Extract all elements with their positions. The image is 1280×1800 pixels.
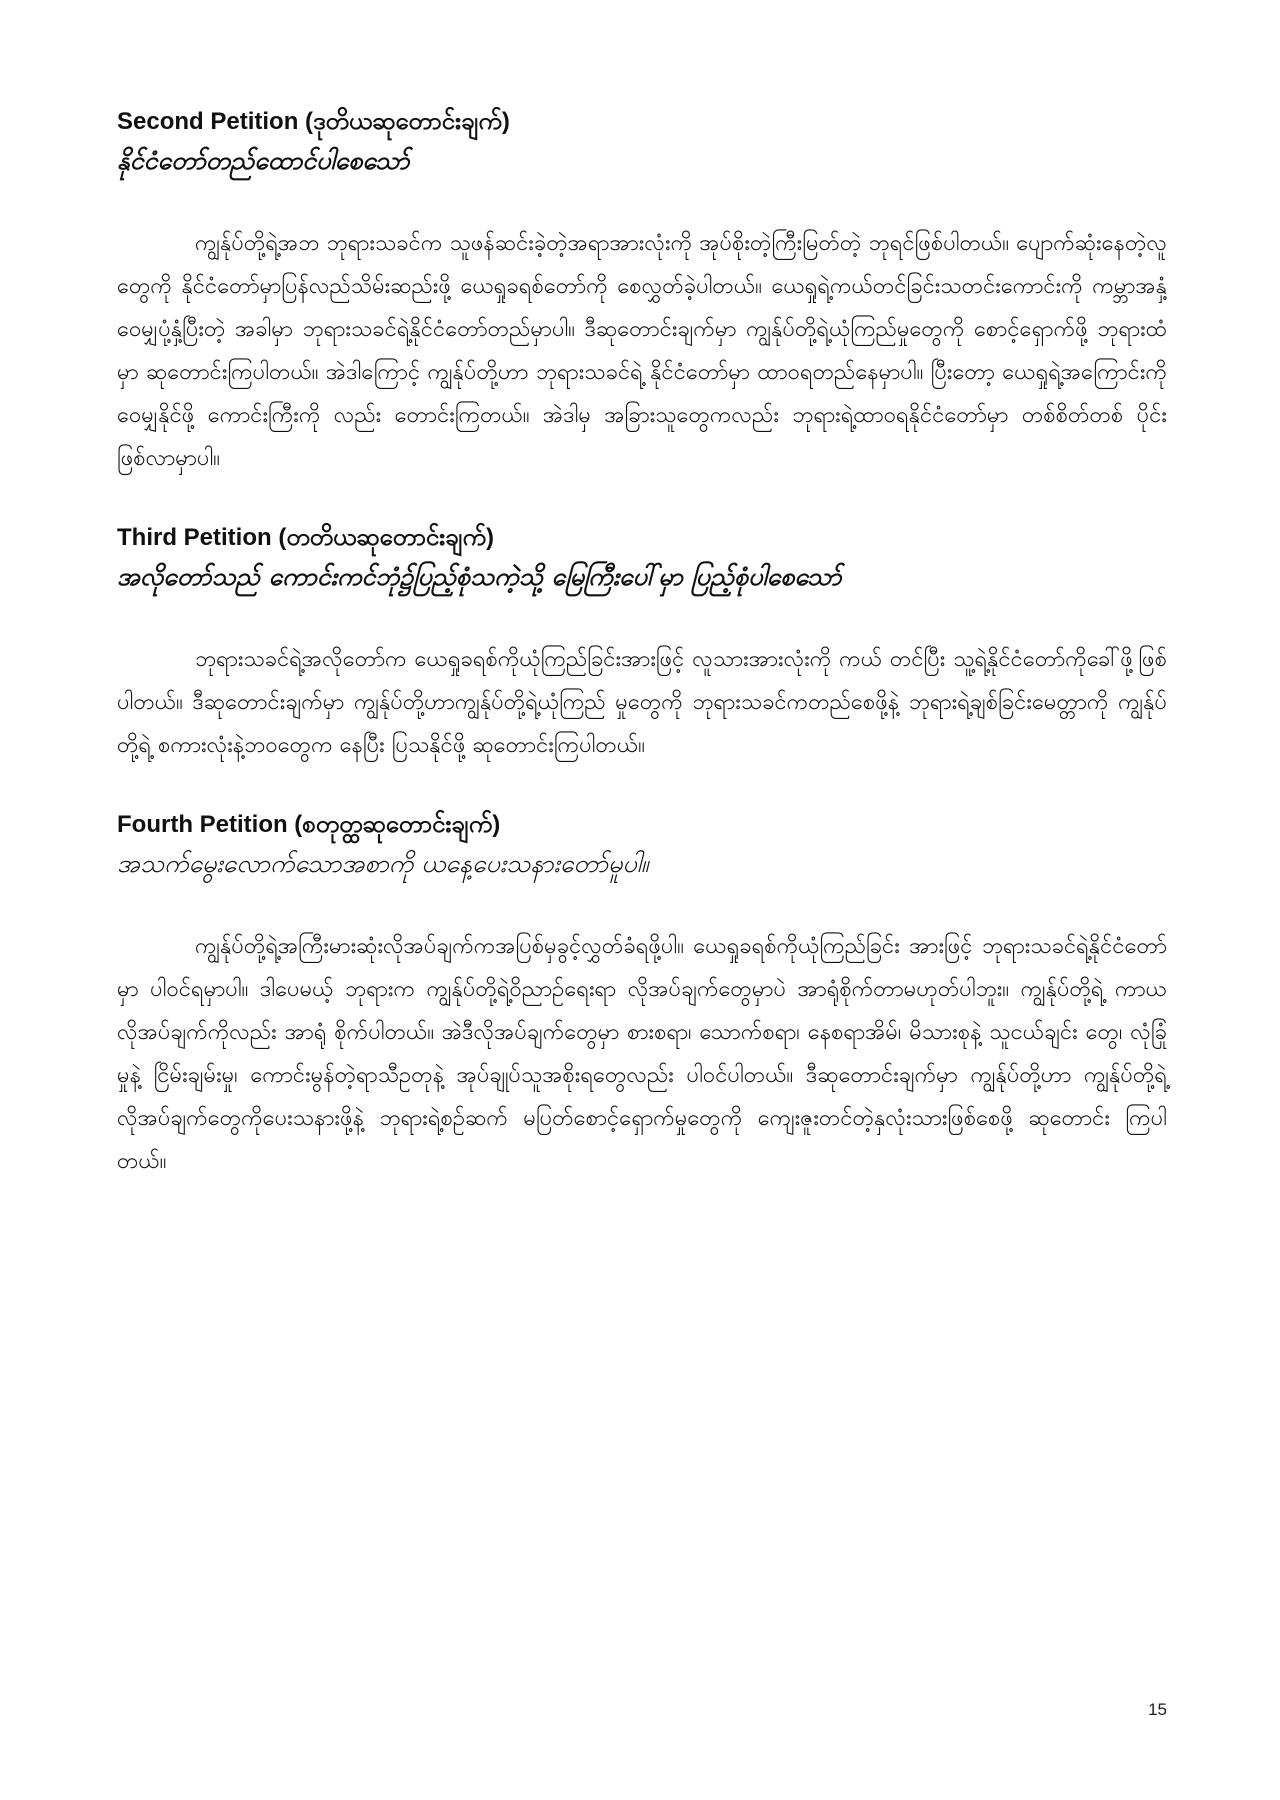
section-paragraph: ကျွန်ုပ်တို့ရဲ့အကြီးမားဆုံးလိုအပ်ချက်ကအပြစ်မှခွင့်လွှတ်ခံရဖို့ပါ။ ယေရှုခရစ်ကိုယုံကြည်ခြင်း အားဖြင့် ဘုရားသခင်ရဲ့နိုင်ငံတော်မှာ ပါဝင်ရမှာပါ။ ဒါပေမယ့် ဘုရားက ကျွန်ုပ်တို့ရဲ့ဝိညာဉ်ရေးရာ လိုအပ်ချက်တွေမှာပဲ အာရုံစိုက်တာမဟုတ်ပါဘူး။ ကျွန်ုပ်တို့ရဲ့ ကာယလိုအပ်ချက်ကိုလည်း အာရုံ စိုက်ပါတယ်။ အဲဒီလိုအပ်ချက်တွေမှာ စားစရာ၊ သောက်စရာ၊ နေစရာအိမ်၊ မိသားစုနဲ့ သူငယ်ချင်း တွေ၊ လုံခြုံမှုနဲ့ ငြိမ်းချမ်းမှု၊ ကောင်းမွန်တဲ့ရာသီဥတုနဲ့ အုပ်ချုပ်သူအစိုးရတွေလည်း ပါဝင်ပါတယ်။ ဒီဆုတောင်းချက်မှာ ကျွန်ုပ်တို့ဟာ ကျွန်ုပ်တို့ရဲ့လိုအပ်ချက်တွေကိုပေးသနားဖို့နဲ့ ဘုရားရဲ့စဉ်ဆက် မပြတ်စောင့်ရှောက်မှုတွေကို ကျေးဇူးတင်တဲ့နှလုံးသားဖြစ်စေဖို့ ဆုတောင်း ကြပါတယ်။ — [117, 934, 1167, 1174]
section-third-petition — [117, 520, 1167, 767]
section-subheading: အသက်မွေးလောက်သောအစာကို ယနေ့ပေးသနားတော်မူပါ။ — [117, 849, 649, 878]
section-paragraph: ဘုရားသခင်ရဲ့အလိုတော်က ယေရှုခရစ်ကိုယုံကြည်ခြင်းအားဖြင့် လူသားအားလုံးကို ကယ် တင်ပြီး သူ့ရဲ့နိုင်ငံတော်ကိုခေါ်ဖို့ဖြစ်ပါတယ်။ ဒီဆုတောင်းချက်မှာ ကျွန်ုပ်တို့ဟာကျွန်ုပ်တို့ရဲ့ယုံကြည် မှုတွေကို ဘုရားသခင်ကတည်စေဖို့နဲ့ ဘုရားရဲ့ချစ်ခြင်းမေတ္တာကို ကျွန်ုပ်တို့ရဲ့ စကားလုံးနဲ့ဘဝတွေက နေပြီး ပြသနိုင်ဖို့ ဆုတောင်းကြပါတယ်။ — [117, 647, 1167, 758]
page-number: 15 — [1148, 1700, 1167, 1719]
section-fourth-petition — [117, 807, 1167, 1183]
section-subheading: အလိုတော်သည် ကောင်းကင်ဘုံ၌ပြည့်စုံသကဲ့သို့ မြေကြီးပေါ်မှာ ပြည့်စုံပါစေသော် — [117, 562, 842, 591]
section-heading: Fourth Petition (စတုတ္ထဆုတောင်းချက်) — [117, 811, 501, 838]
section-paragraph: ကျွန်ုပ်တို့ရဲ့အဘ ဘုရားသခင်က သူဖန်ဆင်းခဲ့တဲ့အရာအားလုံးကို အုပ်စိုးတဲ့ကြီးမြတ်တဲ့ ဘုရင်ဖြစ်ပါတယ်။ ပျောက်ဆုံးနေတဲ့လူတွေကို နိုင်ငံတော်မှာပြန်လည်သိမ်းဆည်းဖို့ ယေရှုခရစ်တော်ကို စေလွှတ်ခဲ့ပါတယ်။ ယေရှုရဲ့ကယ်တင်ခြင်းသတင်းကောင်းကို ကမ္ဘာအနှံ့ဝေမျှပုံ့နှံ့ပြီးတဲ့ အခါမှာ ဘုရားသခင်ရဲ့နိုင်ငံတော်တည်မှာပါ။ ဒီဆုတောင်းချက်မှာ ကျွန်ုပ်တို့ရဲ့ယုံကြည်မှုတွေကို စောင့်ရှောက်ဖို့ ဘုရားထံမှာ ဆုတောင်းကြပါတယ်။ အဲဒါကြောင့် ကျွန်ုပ်တို့ဟာ ဘုရားသခင်ရဲ့ နိုင်ငံတော်မှာ ထာဝရတည်နေမှာပါ။ ပြီးတော့ ယေရှုရဲ့အကြောင်းကိုဝေမျှနိုင်ဖို့ ကောင်းကြီးကို လည်း တောင်းကြတယ်။ အဲဒါမှ အခြားသူတွေကလည်း ဘုရားရဲ့ထာဝရနိုင်ငံတော်မှာ တစ်စိတ်တစ် ပိုင်းဖြစ်လာမှာပါ။ — [117, 231, 1167, 471]
section-second-petition — [117, 104, 1167, 480]
section-heading: Third Petition (တတိယဆုတောင်းချက်) — [117, 524, 494, 551]
section-subheading: နိုင်ငံတော်တည်ထောင်ပါစေသော် — [117, 146, 410, 175]
section-heading: Second Petition (ဒုတိယဆုတောင်းချက်) — [117, 108, 510, 135]
document-page — [117, 104, 1167, 1223]
